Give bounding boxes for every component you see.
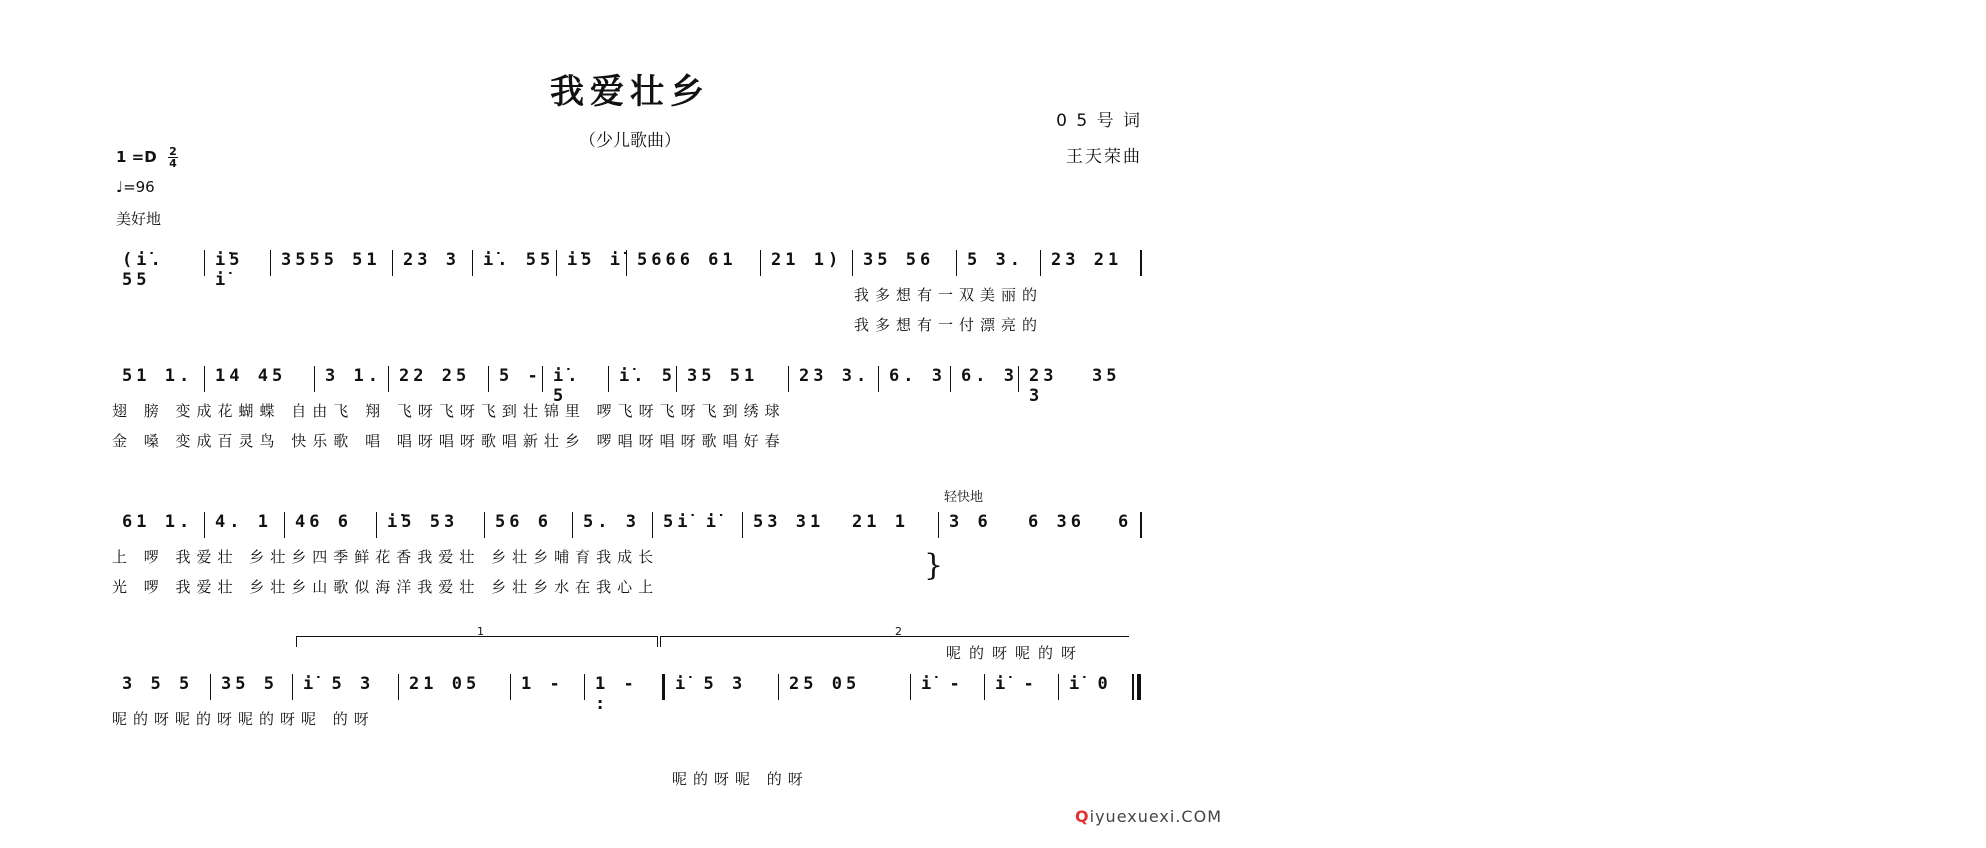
measure: 23 3 (1018, 366, 1082, 392)
measure: 23 3 (392, 250, 472, 276)
composer-credit: 王天荣曲 (1066, 147, 1142, 167)
measure: 3 1. (314, 366, 388, 392)
measure: i̇. 55 (472, 250, 556, 276)
second-ending-bracket (660, 625, 1129, 647)
song-title: 我爱壮乡 (550, 72, 710, 112)
lyric-ending-1: 呢的呀呢的呀呢的呀呢 的呀 (112, 710, 375, 728)
measures-row-3 (112, 512, 1152, 542)
measure: 35 56 (852, 250, 956, 276)
measure: i̇. 5 (608, 366, 676, 392)
lyric-verse-1: 翅 膀 变成花蝴蝶 自由飞 翔 飞呀飞呀飞到壮锦里 啰飞呀飞呀飞到绣球 (112, 402, 786, 420)
measure: 23 21 (1040, 250, 1140, 276)
measure: 25 05 (778, 674, 910, 700)
measure: i̇5 53 (376, 512, 484, 538)
measure: 35 (1092, 366, 1121, 386)
tempo-change-marking: 轻快地 (944, 490, 984, 505)
barline (1140, 512, 1142, 538)
lyric-brace: } (924, 548, 944, 583)
measure: i̇ 5 3 (662, 674, 778, 700)
lyric-verse-1: 我多想有一双美丽的 (854, 286, 1044, 304)
measure: 35 5 (210, 674, 292, 700)
measure: i̇5 i̇ (204, 250, 270, 276)
lyric-verse-2: 光 啰 我爱壮 乡壮乡山歌似海洋我爱壮 乡壮乡水在我心上 (112, 578, 660, 596)
measures-row-4 (112, 674, 1152, 714)
time-bottom: 4 (169, 157, 177, 170)
key-signature (116, 146, 178, 169)
measure: 4. 1 (204, 512, 284, 538)
measure: 5 - (488, 366, 542, 392)
staff-row-2 (112, 366, 1152, 456)
first-ending-number: 1 (477, 625, 484, 638)
measure: (i̇. 55 (122, 250, 165, 290)
measure: 22 25 (388, 366, 488, 392)
watermark (1075, 807, 1222, 826)
staff-row-4-notes (112, 674, 1152, 788)
lyric-verse-1: 上 啰 我爱壮 乡壮乡四季鲜花香我爱壮 乡壮乡哺育我成长 (112, 548, 660, 566)
final-barline (1137, 674, 1141, 700)
measure: 6 36 (1028, 512, 1085, 532)
measure: 21 05 (398, 674, 510, 700)
measure: 61 1. (122, 512, 194, 532)
measure: 14 45 (204, 366, 314, 392)
measure: 56 6 (484, 512, 572, 538)
barline (1132, 674, 1134, 700)
tempo-marking: ♩=96 (116, 178, 155, 196)
time-signature (168, 146, 178, 169)
staff-row-1 (112, 250, 1152, 340)
measure: 6 (1118, 512, 1133, 532)
measure: 3 5 5 (122, 674, 194, 694)
lyric-verse-2: 金 嗓 变成百灵鸟 快乐歌 唱 唱呀唱呀歌唱新壮乡 啰唱呀唱呀歌唱好春 (112, 432, 786, 450)
song-subtitle: （少儿歌曲） (579, 131, 681, 151)
lyric-ending-2: 呢的呀呢 的呀 (672, 770, 809, 788)
second-ending-number: 2 (895, 625, 902, 638)
measure: 6. 3 (878, 366, 950, 392)
first-ending-bracket (296, 625, 658, 647)
measure: 1 - : (584, 674, 662, 700)
measure: 21 1) (760, 250, 852, 276)
measure: 6. 3 (950, 366, 1018, 392)
measure: 5. 3 (572, 512, 652, 538)
measure: i̇ 5 3 (292, 674, 398, 700)
watermark-text: iyuexuexi.COM (1089, 807, 1222, 826)
lyricist-credit: 0 5 号 词 (1056, 111, 1142, 131)
staff-row-3 (112, 512, 1152, 662)
measures-row-1 (112, 250, 1152, 290)
measure: 5666 61 (626, 250, 760, 276)
measure: 53 31 (742, 512, 842, 538)
measure: 46 6 (284, 512, 376, 538)
barline (1140, 250, 1142, 276)
measure: i̇. 5 (542, 366, 608, 392)
measure: 23 3. (788, 366, 878, 392)
measures-row-2 (112, 366, 1152, 406)
measure: 3 6 (938, 512, 1018, 538)
expression-marking: 美好地 (116, 210, 162, 228)
lyric-verse-2: 我多想有一付漂亮的 (854, 316, 1044, 334)
watermark-logo: Q (1075, 807, 1090, 826)
measure: 1 - (510, 674, 584, 700)
measure: 51 1. (122, 366, 194, 386)
measure: i̇ 0 (1058, 674, 1132, 700)
measure: i̇5 i̇ (556, 250, 626, 276)
key-label: 1 =D (116, 148, 157, 166)
measure: 3555 51 (270, 250, 392, 276)
measure: i̇ - (984, 674, 1058, 700)
time-top: 2 (169, 145, 177, 158)
measure: 5 3. (956, 250, 1040, 276)
measure: 21 1 (852, 512, 909, 532)
measure: i̇ - (910, 674, 984, 700)
measure: 5i̇ i̇ (652, 512, 742, 538)
measure: 35 51 (676, 366, 788, 392)
lyric-shared: 呢的呀呢的呀 (946, 644, 1085, 662)
